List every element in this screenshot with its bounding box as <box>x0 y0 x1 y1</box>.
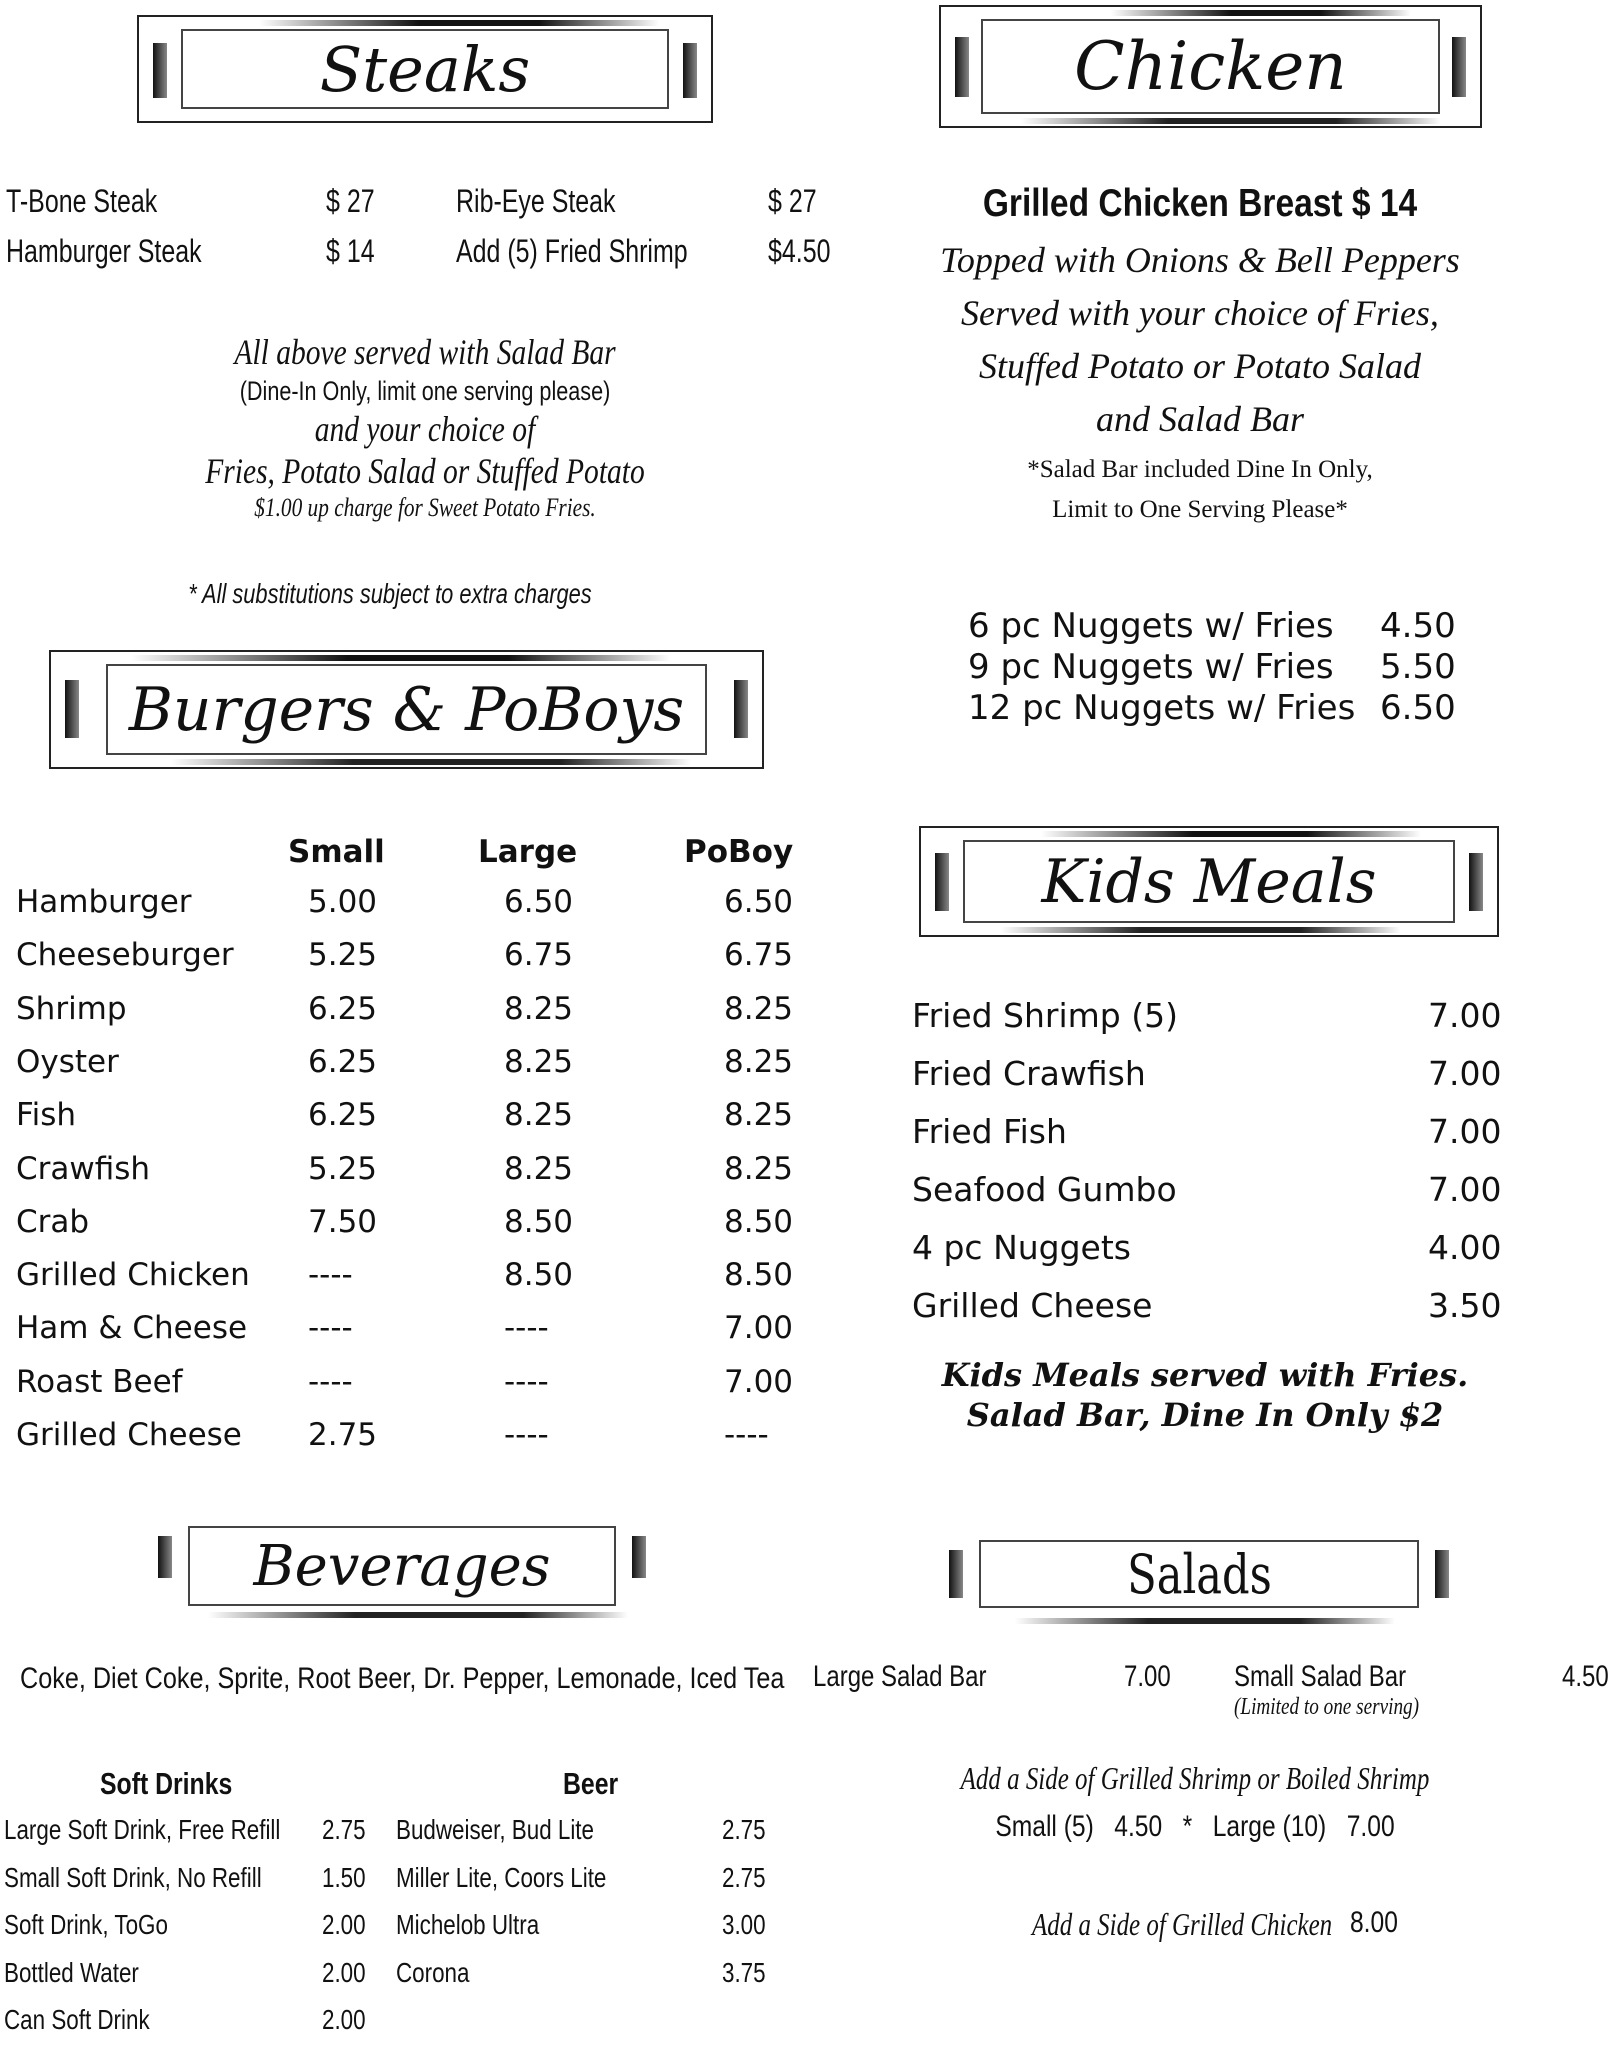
chicken-desc-line: Topped with Onions & Bell Peppers <box>940 240 1460 280</box>
burger-item-poboy-price: 8.50 <box>724 1257 794 1294</box>
burger-item-large-price: 8.25 <box>504 1150 574 1187</box>
kids-item-price: 7.00 <box>1428 1054 1502 1093</box>
kids-item-name: Fried Crawfish <box>912 1054 1146 1093</box>
burgers-title: Burgers & PoBoys <box>128 674 685 745</box>
burger-item-poboy-price: 8.25 <box>724 990 794 1027</box>
burger-item-large-price: 8.25 <box>504 1097 574 1134</box>
steaks-note-salad-bar: All above served with Salad Bar <box>234 332 616 372</box>
kids-note-line: Salad Bar, Dine In Only $2 <box>966 1396 1444 1434</box>
burger-item-name: Roast Beef <box>16 1363 183 1400</box>
soft-drink-name: Bottled Water <box>4 1956 139 1988</box>
side-chicken-price: 8.00 <box>1350 1906 1398 1939</box>
burger-item-poboy-price: 8.25 <box>724 1150 794 1187</box>
large-salad-name: Large Salad Bar <box>813 1660 987 1693</box>
burger-item-large-price: ---- <box>504 1363 549 1400</box>
burger-item-large-price: 8.25 <box>504 990 574 1027</box>
beer-name: Miller Lite, Coors Lite <box>396 1861 607 1893</box>
kids-item-name: Fried Fish <box>912 1112 1067 1151</box>
kids-item-price: 7.00 <box>1428 1170 1502 1209</box>
burger-item-poboy-price: 8.50 <box>724 1203 794 1240</box>
burger-item-poboy-price: ---- <box>724 1417 769 1453</box>
steak-item-name: Rib-Eye Steak <box>456 183 616 219</box>
beer-price: 3.00 <box>722 1909 766 1940</box>
kids-item-name: 4 pc Nuggets <box>912 1228 1131 1267</box>
burgers-header-poboy: PoBoy <box>684 834 794 870</box>
beer-price: 2.75 <box>722 1861 766 1893</box>
beer-name: Budweiser, Bud Lite <box>396 1814 594 1845</box>
kids-item-name: Grilled Cheese <box>912 1286 1153 1325</box>
beer-name: Michelob Ultra <box>396 1909 540 1940</box>
burger-item-small-price: ---- <box>308 1363 353 1400</box>
nugget-item-price: 4.50 <box>1380 606 1456 646</box>
small-salad-name: Small Salad Bar <box>1234 1660 1407 1693</box>
burger-item-small-price: 2.75 <box>308 1417 378 1453</box>
steaks-note-sides: Fries, Potato Salad or Stuffed Potato <box>205 451 645 491</box>
steaks-title: Steaks <box>319 32 531 106</box>
soft-drink-name: Soft Drink, ToGo <box>4 1909 168 1940</box>
soft-drink-price: 2.00 <box>322 1909 366 1940</box>
beer-name: Corona <box>396 1956 470 1988</box>
beverages-banner <box>148 1522 656 1618</box>
soft-drink-name: Can Soft Drink <box>4 2004 150 2035</box>
burgers-header-small: Small <box>288 834 385 870</box>
burgers-banner <box>49 650 764 769</box>
chicken-desc-line: and Salad Bar <box>1095 399 1304 439</box>
soft-drink-price: 2.75 <box>322 1814 366 1845</box>
chicken-fine-line: *Salad Bar included Dine In Only, <box>1027 456 1373 483</box>
burger-item-poboy-price: 6.75 <box>724 937 794 974</box>
burger-item-small-price: 6.25 <box>308 1043 378 1080</box>
small-salad-note: (Limited to one serving) <box>1234 1694 1420 1720</box>
chicken-description <box>900 234 1500 446</box>
salads-banner <box>935 1528 1463 1628</box>
burger-item-small-price: 5.25 <box>308 1150 378 1187</box>
side-shrimp-label: Add a Side of Grilled Shrimp or Boiled Shrimp <box>960 1760 1430 1796</box>
burger-item-small-price: ---- <box>308 1257 353 1294</box>
beverages-list: Coke, Diet Coke, Sprite, Root Beer, Dr. Pepper, Lemonade, Iced Tea <box>20 1662 785 1695</box>
burger-item-small-price: 6.25 <box>308 1097 378 1134</box>
nugget-item-name: 12 pc Nuggets w/ Fries <box>968 688 1356 728</box>
steak-item-price: $ 14 <box>326 233 375 269</box>
soft-drink-name: Small Soft Drink, No Refill <box>4 1861 262 1893</box>
kids-item-price: 4.00 <box>1428 1228 1502 1267</box>
burger-item-small-price: 6.25 <box>308 990 378 1027</box>
steaks-note-dine-in: (Dine-In Only, limit one serving please) <box>239 376 611 406</box>
chicken-title: Chicken <box>1074 28 1347 105</box>
burger-item-poboy-price: 8.25 <box>724 1043 794 1080</box>
burger-item-poboy-price: 7.00 <box>724 1363 794 1400</box>
burger-item-name: Grilled Chicken <box>16 1257 250 1294</box>
burger-item-small-price: 5.25 <box>308 937 378 974</box>
burger-item-name: Crawfish <box>16 1150 151 1187</box>
beverages-title: Beverages <box>253 1533 551 1599</box>
steak-item-price: $ 27 <box>326 183 375 219</box>
burger-item-large-price: 8.50 <box>504 1257 574 1294</box>
soft-drink-price: 2.00 <box>322 1956 366 1988</box>
burger-item-name: Shrimp <box>16 990 127 1027</box>
steaks-banner <box>137 15 713 123</box>
beer-heading: Beer <box>563 1766 619 1801</box>
kids-item-name: Seafood Gumbo <box>912 1170 1177 1209</box>
burger-item-small-price: 7.50 <box>308 1203 378 1240</box>
side-shrimp-prices: Small (5) 4.50 * Large (10) 7.00 <box>995 1810 1395 1843</box>
steak-item-name: Add (5) Fried Shrimp <box>456 233 688 269</box>
chicken-desc-line: Served with your choice of Fries, <box>961 293 1439 333</box>
chicken-fine-line: Limit to One Serving Please* <box>1052 496 1348 523</box>
burger-item-name: Grilled Cheese <box>16 1417 242 1453</box>
steaks-note-choice: and your choice of <box>314 409 536 449</box>
burgers-header-large: Large <box>478 834 578 870</box>
kids-item-price: 7.00 <box>1428 1112 1502 1151</box>
kids-banner <box>919 826 1499 937</box>
beer-price: 2.75 <box>722 1814 766 1845</box>
burger-item-small-price: 5.00 <box>308 884 378 920</box>
burger-item-large-price: 8.50 <box>504 1203 574 1240</box>
kids-note-line: Kids Meals served with Fries. <box>941 1356 1469 1394</box>
steak-item-price: $4.50 <box>768 233 831 269</box>
soft-drink-name: Large Soft Drink, Free Refill <box>4 1814 281 1845</box>
large-salad-price: 7.00 <box>1124 1660 1171 1693</box>
soft-drinks-heading: Soft Drinks <box>100 1766 233 1801</box>
kids-note <box>900 1355 1510 1435</box>
steaks-notes <box>100 330 750 524</box>
burger-item-name: Cheeseburger <box>16 937 234 974</box>
burger-item-small-price: ---- <box>308 1310 353 1347</box>
burger-item-poboy-price: 7.00 <box>724 1310 794 1347</box>
burger-item-poboy-price: 6.50 <box>724 884 794 920</box>
burger-item-name: Hamburger <box>16 884 192 920</box>
nugget-item-name: 9 pc Nuggets w/ Fries <box>968 647 1334 687</box>
nugget-item-price: 5.50 <box>1380 647 1456 687</box>
beer-price: 3.75 <box>722 1956 766 1988</box>
burger-item-large-price: 6.50 <box>504 884 574 920</box>
soft-drink-price: 1.50 <box>322 1861 366 1893</box>
side-chicken-label: Add a Side of Grilled Chicken <box>1032 1906 1333 1942</box>
chicken-headline: Grilled Chicken Breast $ 14 <box>982 182 1418 225</box>
burger-item-name: Crab <box>16 1203 90 1240</box>
kids-item-price: 3.50 <box>1428 1286 1502 1325</box>
steak-item-name: Hamburger Steak <box>6 233 202 269</box>
burger-item-name: Ham & Cheese <box>16 1310 248 1347</box>
burger-item-name: Oyster <box>16 1043 119 1080</box>
chicken-banner <box>939 5 1482 128</box>
small-salad-price: 4.50 <box>1562 1660 1609 1693</box>
steak-item-name: T-Bone Steak <box>6 183 158 219</box>
nugget-item-name: 6 pc Nuggets w/ Fries <box>968 606 1334 646</box>
kids-title: Kids Meals <box>1041 846 1377 917</box>
burger-item-poboy-price: 8.25 <box>724 1097 794 1134</box>
burger-item-name: Fish <box>16 1097 76 1134</box>
kids-item-name: Fried Shrimp (5) <box>912 996 1178 1035</box>
chicken-desc-line: Stuffed Potato or Potato Salad <box>979 346 1421 386</box>
steaks-note-sweet-potato: $1.00 up charge for Sweet Potato Fries. <box>254 493 596 522</box>
chicken-fine-print <box>920 450 1480 530</box>
nugget-item-price: 6.50 <box>1380 688 1456 728</box>
soft-drink-price: 2.00 <box>322 2004 366 2035</box>
steaks-substitutions-note: * All substitutions subject to extra charges <box>188 578 592 609</box>
burger-item-large-price: ---- <box>504 1310 549 1347</box>
salads-title: Salads <box>1126 1542 1272 1606</box>
kids-item-price: 7.00 <box>1428 996 1502 1035</box>
burger-item-large-price: 6.75 <box>504 937 574 974</box>
burger-item-large-price: 8.25 <box>504 1043 574 1080</box>
burger-item-large-price: ---- <box>504 1417 549 1453</box>
steak-item-price: $ 27 <box>768 183 817 219</box>
